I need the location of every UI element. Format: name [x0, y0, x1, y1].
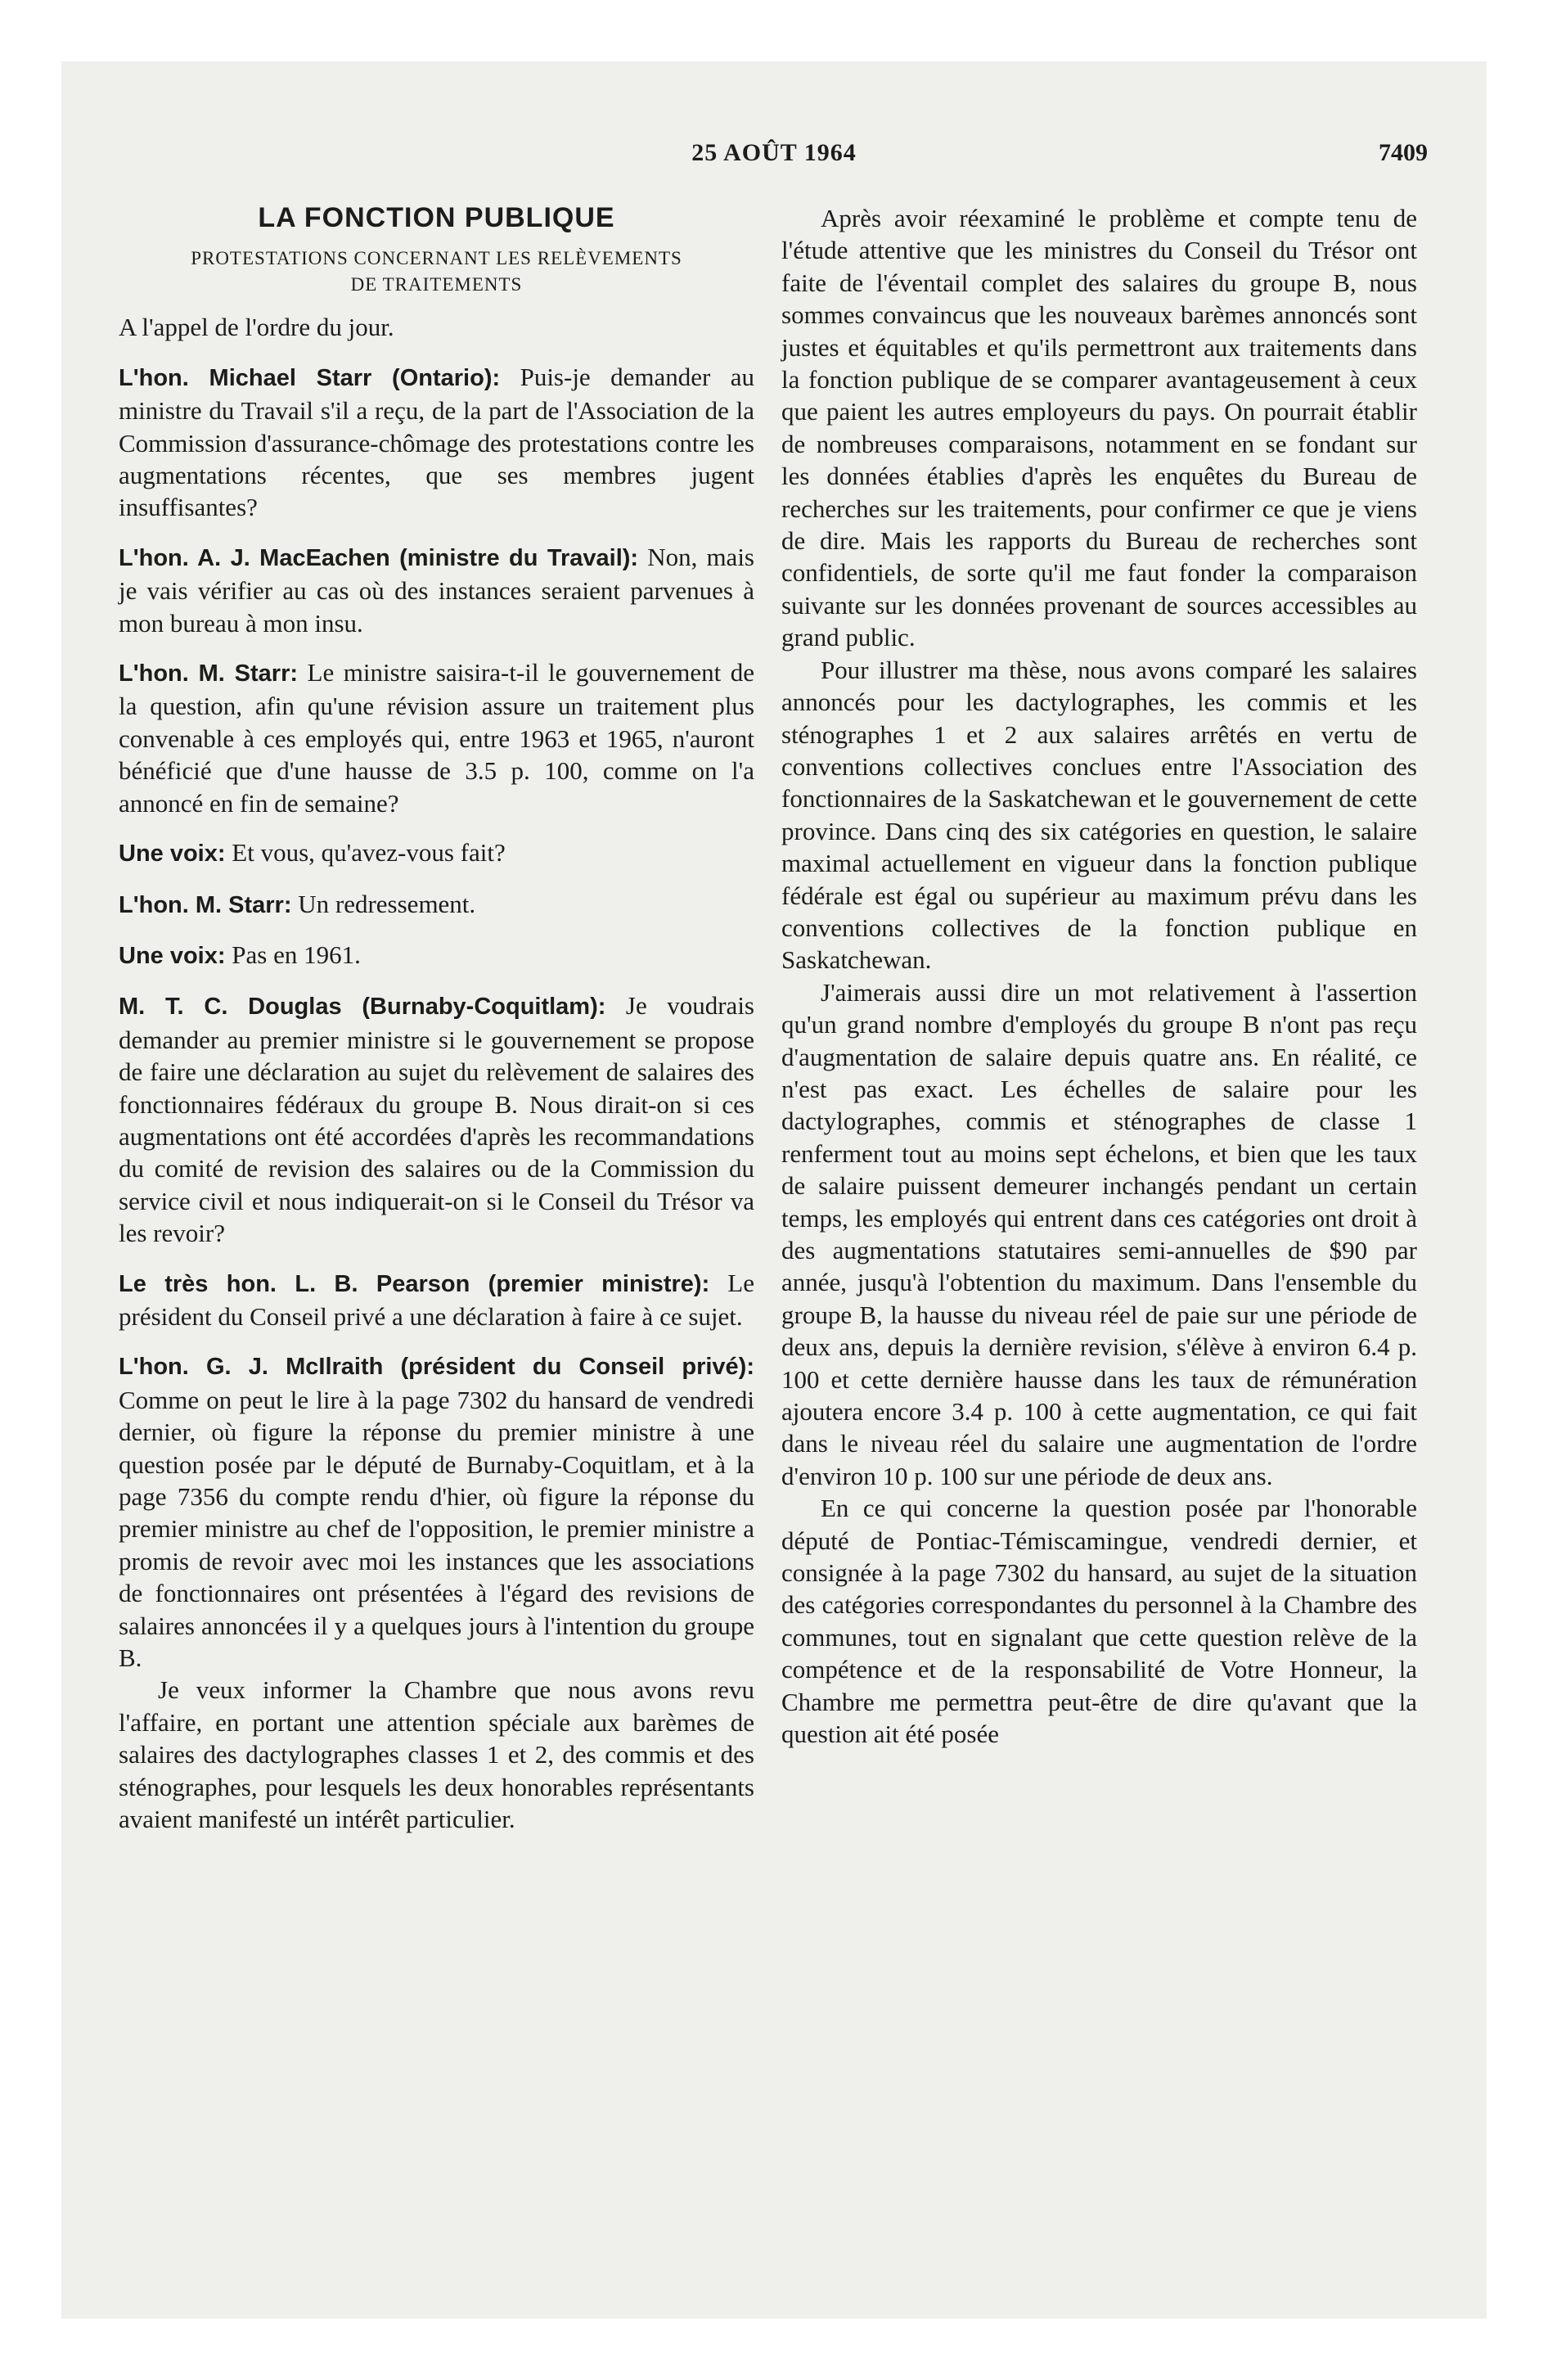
speech-text: Non, mais je vais vérifier au cas où des instances seraient parvenues à mon bureau à mon insu.	[119, 542, 754, 638]
speech-text: Comme on peut le lire à la page 7302 du hansard de vendredi dernier, où figure la réponse du premier ministre à une question posée par le député de Burnaby-Coquitlam, et à la page 7356 du compte rendu d'hier, où figure la réponse du premier ministre au chef de l'opposition, le premier ministre a promis de revoir avec moi les instances que les associations de fonctionnaires ont présentées à l'égard des revisions de salaires annoncées il y a quelques jours à l'intention du groupe B.	[119, 1385, 754, 1673]
paragraph	[119, 361, 754, 524]
section-subtitle	[119, 246, 754, 298]
speaker-name: L'hon. G. J. McIlraith (président du Conseil privé):	[119, 1354, 754, 1381]
paragraph: Après avoir réexaminé le problème et compte tenu de l'étude attentive que les ministres du Conseil du Trésor ont faite de l'éventail complet des salaires du groupe B, nous sommes convaincus que les nouveaux barèmes annoncés sont justes et équitables et qu'ils permettront aux traitements dans la fonction publique de se comparer avantageusement à ceux que paient les autres employeurs du pays. On pourrait établir de nombreuses comparaisons, notamment en se fondant sur les données établies d'après les enquêtes du Bureau de recherches sur les traitements, pour confirmer ce que je viens de dire. Mais les rapports du Bureau de recherches sont confidentiels, de sorte qu'il me faut fonder la comparaison suivante sur les données provenant de sources accessibles au grand public.	[781, 204, 1417, 652]
speaker-name: Une voix:	[119, 841, 226, 868]
paragraph	[119, 836, 754, 870]
speech-text: Pas en 1961.	[225, 940, 361, 969]
paragraph: J'aimerais aussi dire un mot relativement à l'assertion qu'un grand nombre d'employés du groupe B n'ont pas reçu d'augmentation de salaire depuis quatre ans. En réalité, ce n'est pas exact. Les échelles de salaire pour les dactylographes, commis et sténographes de classe 1 renferment tout au moins sept échelons, et bien que les taux de salaire puissent demeurer inchangés pendant un certain temps, les employés qui entrent dans ces catégories ont droit à des augmentations statutaires semi-annuelles de $90 par année, jusqu'à l'obtention du maximum. Dans l'ensemble du groupe B, la hausse du niveau réel de paie sur une période de deux ans, depuis la dernière revision, s'élève à environ 6.4 p. 100 et cette dernière hausse dans les taux de rémunération ajoutera encore 3.4 p. 100 à cette augmentation, ce qui fait dans le niveau réel du salaire une augmentation de l'ordre d'environ 10 p. 100 sur une période de deux ans.	[781, 977, 1417, 1490]
speech-text: Le ministre saisira-t-il le gouvernement de la question, afin qu'une révision assure un traitement plus convenable à ces employés qui, entre 1963 et 1965, n'auront bénéficié que d'une hausse de 3.5 p. 100, comme on l'a annoncé en fin de semaine?	[119, 658, 754, 818]
paragraph	[119, 541, 754, 639]
paragraph	[119, 1350, 754, 1674]
speech-text: Je voudrais demander au premier ministre si le gouvernement se propose de faire une déclaration au sujet du relèvement de salaires des fonctionnaires fédéraux du groupe B. Nous dirait-on si ces augmentations ont été accordées d'après les recommandations du comité de revision des salaires ou de la Commission du service civil et nous indiquerait-on si le Conseil du Trésor va les revoir?	[119, 991, 754, 1248]
speaker-name: L'hon. M. Starr:	[119, 891, 292, 918]
intro-text: A l'appel de l'ordre du jour.	[119, 313, 394, 342]
page-number: 7409	[1379, 139, 1428, 166]
header-date: 25 AOÛT 1964	[691, 139, 857, 166]
speaker-name: Une voix:	[119, 942, 226, 969]
paragraph: Pour illustrer ma thèse, nous avons comparé les salaires annoncés pour les dactylographes, les commis et les sténographes 1 et 2 aux salaires arrêtés en vertu de conventions collectives conclues entre l'Association des fonctionnaires de la Saskatchewan et le gouvernement de cette province. Dans cinq des six catégories en question, le salaire maximal actuellement en vigueur dans la fonction publique fédérale est égal ou supérieur au maximum prévu dans les conventions collectives de la fonction publique en Saskatchewan.	[781, 655, 1417, 975]
hansard-page	[61, 61, 1487, 2319]
right-column	[781, 202, 1417, 1751]
paragraph	[119, 656, 754, 819]
speech-text: Puis-je demander au ministre du Travail s'il a reçu, de la part de l'Association de la Commission d'assurance-chômage des protestations contre les augmentations récentes, que ses membres jugent insuffisantes?	[119, 362, 754, 522]
speaker-name: M. T. C. Douglas (Burnaby-Coquitlam):	[119, 994, 606, 1021]
speaker-name: L'hon. A. J. MacEachen (ministre du Travail):	[119, 544, 639, 571]
paragraph: Je veux informer la Chambre que nous avons revu l'affaire, en portant une attention spéciale aux barèmes de salaires des dactylographes classes 1 et 2, des commis et des sténographes, pour lesquels les deux honorables représentants avaient manifesté un intérêt particulier.	[119, 1675, 754, 1834]
section-subtitle-line1: PROTESTATIONS CONCERNANT LES RELÈVEMENTS	[191, 248, 682, 269]
section-title: LA FONCTION PUBLIQUE	[258, 202, 615, 233]
speaker-name: Le très hon. L. B. Pearson (premier ministre):	[119, 1270, 710, 1297]
paragraph: En ce qui concerne la question posée par l'honorable député de Pontiac-Témiscamingue, vendredi dernier, et consignée à la page 7302 du hansard, au sujet de la situation des catégories correspondantes du personnel à la Chambre des communes, tout en signalant que cette question relève de la compétence et de la responsabilité de Votre Honneur, la Chambre me permettra peut-être de dire qu'avant que la question ait été posée	[781, 1494, 1417, 1749]
speaker-name: L'hon. M. Starr:	[119, 660, 299, 687]
speech-text: Et vous, qu'avez-vous fait?	[225, 838, 506, 868]
paragraph	[119, 1267, 754, 1333]
paragraph	[119, 939, 754, 972]
section-subtitle-line2: DE TRAITEMENTS	[350, 274, 523, 295]
paragraph	[119, 989, 754, 1249]
speech-text: Un redressement.	[291, 889, 476, 918]
speaker-name: L'hon. Michael Starr (Ontario):	[119, 364, 501, 391]
paragraph	[119, 888, 754, 922]
speech-text: Le président du Conseil privé a une déclaration à faire à ce sujet.	[119, 1268, 754, 1331]
left-column	[119, 202, 754, 1852]
page-header	[61, 139, 1487, 172]
